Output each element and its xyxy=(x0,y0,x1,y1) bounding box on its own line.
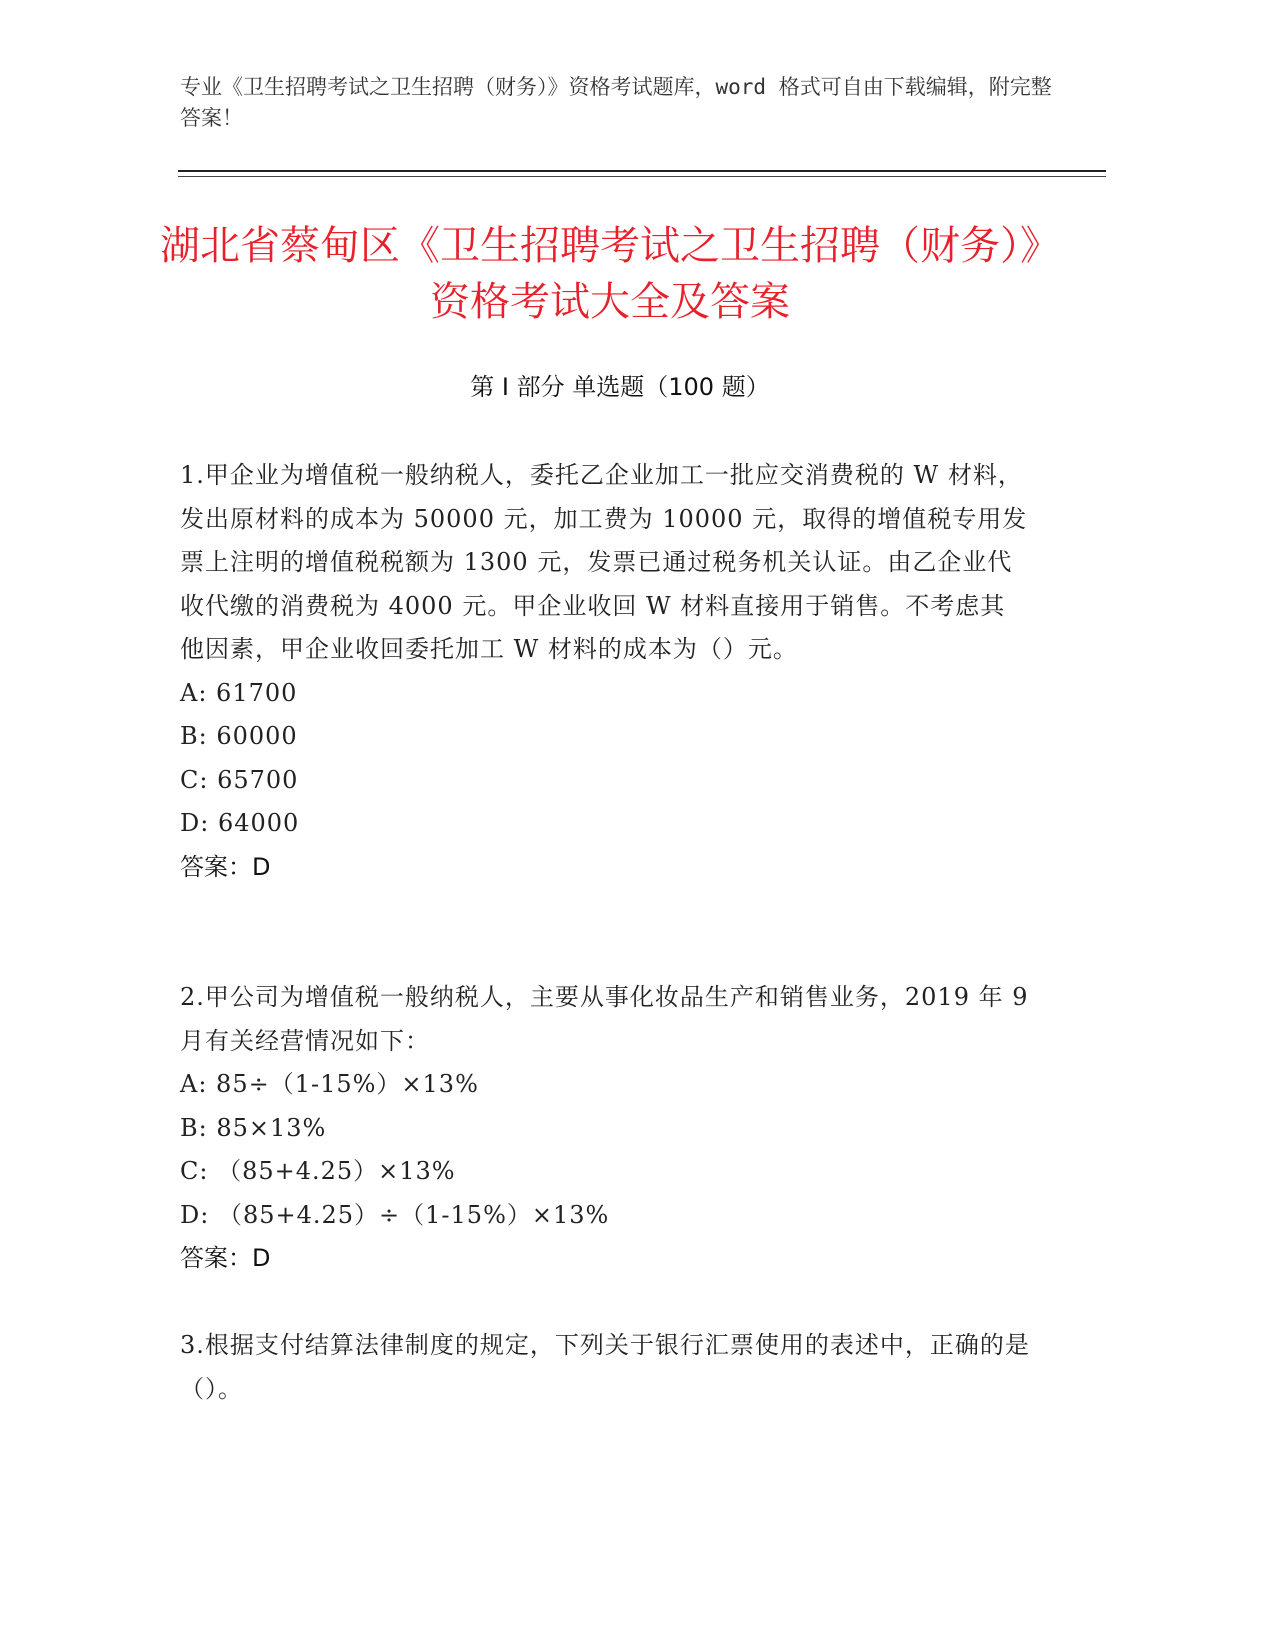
question-2 xyxy=(180,976,1030,1281)
header-note: 专业《卫生招聘考试之卫生招聘（财务）》资格考试题库，word 格式可自由下载编辑，附完整答案！ xyxy=(180,75,1052,130)
option-c: C: （85+4.25）×13% xyxy=(180,1157,456,1185)
question-1 xyxy=(180,454,1030,889)
option-a: A: 85÷（1-15%）×13% xyxy=(180,1070,479,1098)
option-c: C: 65700 xyxy=(180,765,299,794)
question-stem: 3.根据支付结算法律制度的规定，下列关于银行汇票使用的表述中，正确的是（）。 xyxy=(180,1331,1030,1403)
header-rule-thick xyxy=(178,170,1106,172)
option-d: D: 64000 xyxy=(180,809,300,837)
option-b: B: 60000 xyxy=(180,722,298,750)
question-stem: 1.甲企业为增值税一般纳税人，委托乙企业加工一批应交消费税的 W 材料，发出原材料的成本为 50000 元，加工费为 10000 元，取得的增值税专用发票上注明的增值税税额为 1300 元，发票已通过税务机关认证。由乙企业代收代缴的消费税为 4000 元。甲企业收回 W 材料直接用于销售。不考虑其他因素，甲企业收回委托加工 W 材料的成本为（）元。 xyxy=(180,461,1028,663)
answer-line: 答案：D xyxy=(180,1244,271,1272)
header-rule-thin xyxy=(178,176,1106,177)
document-title: 湖北省蔡甸区《卫生招聘考试之卫生招聘（财务）》资格考试大全及答案 xyxy=(160,223,1060,325)
answer-line: 答案：D xyxy=(180,852,271,881)
section-title: 第 I 部分 单选题（100 题） xyxy=(470,373,770,401)
option-b: B: 85×13% xyxy=(180,1113,327,1142)
question-3 xyxy=(180,1324,1030,1411)
question-stem: 2.甲公司为增值税一般纳税人，主要从事化妆品生产和销售业务，2019 年 9 月有关经营情况如下： xyxy=(180,983,1029,1055)
option-a: A: 61700 xyxy=(180,678,298,707)
option-d: D: （85+4.25）÷（1-15%）×13% xyxy=(180,1200,610,1229)
